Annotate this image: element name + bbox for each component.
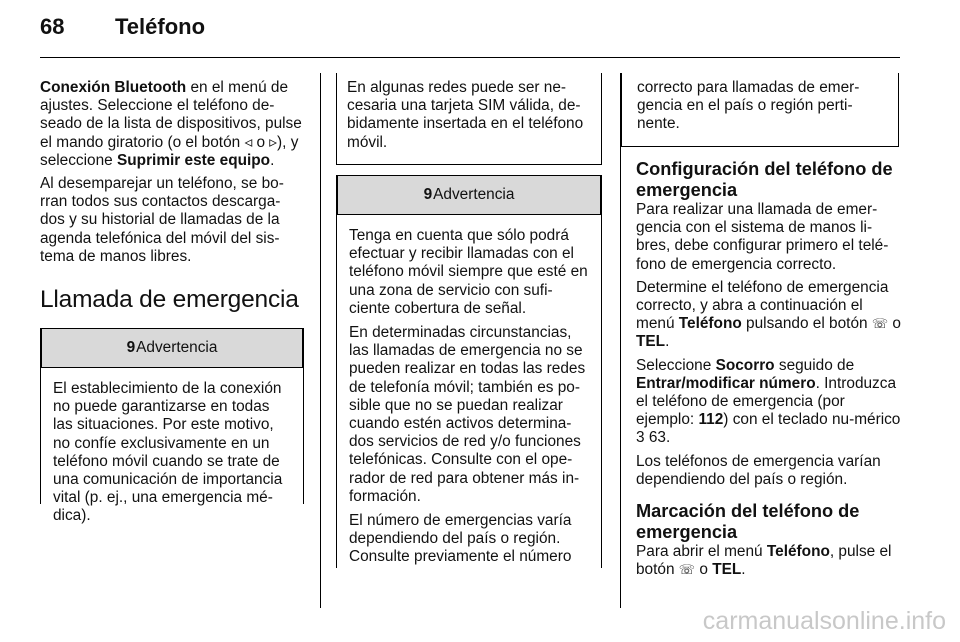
menu-term: Suprimir este equipo bbox=[117, 151, 271, 169]
warning-paragraph: En determinadas circunstancias, las llamadas de emergencia no se pueden realizar en todas las redes de telefonía móvil; también es po-sible que no se puedan realizar cuando estén activos determina-dos servicios de red y/o funciones telefónicas. Consulte con el ope-rador de red para obtener más in-formación. bbox=[349, 324, 586, 505]
paragraph: Los teléfonos de emergencia varían dependiendo del país o región. bbox=[636, 452, 881, 488]
warning-text: En algunas redes puede ser ne-cesaria una tarjeta SIM válida, de-bidamente insertada en el teléfono móvil. bbox=[347, 79, 584, 151]
paragraph bbox=[636, 279, 901, 352]
column-1 bbox=[40, 79, 304, 525]
text-run: , pulse el botón bbox=[636, 543, 892, 579]
text-run: . bbox=[665, 333, 670, 351]
text-run: o bbox=[695, 561, 713, 579]
text-run: . bbox=[270, 151, 275, 169]
header-rule bbox=[40, 57, 900, 58]
warning-continuation bbox=[621, 73, 899, 147]
paragraph-bluetooth bbox=[40, 79, 304, 170]
warning-continuation bbox=[336, 73, 602, 165]
warning-text: El establecimiento de la conexión no puede garantizarse en todas las situaciones. Por este motivo, no confíe exclusivamente en un teléfono móvil cuando se trate de una comunicación de importancia vital (p. ej., una emergencia mé-dica). bbox=[53, 380, 283, 525]
column-2 bbox=[336, 73, 602, 568]
warning-icon: 9 bbox=[423, 185, 433, 203]
phone-icon: ☏ bbox=[678, 562, 696, 578]
text-run: en el menú de ajustes. Seleccione el teléfono de-seado de la lista de dispositivos, pulse el mando giratorio (o el botón ◃ o ▹), y seleccione bbox=[40, 79, 302, 169]
warning-body bbox=[41, 368, 303, 540]
warning-label: Advertencia bbox=[433, 185, 515, 203]
text-run: Para abrir el menú bbox=[636, 543, 767, 561]
menu-term: 112 bbox=[698, 411, 724, 429]
text-run: . bbox=[741, 561, 746, 579]
warning-text: correcto para llamadas de emer-gencia en el país o región perti-nente. bbox=[637, 79, 860, 133]
text-run: Determine el teléfono de emergencia correcto, y abra a continuación el menú bbox=[636, 278, 889, 333]
warning-header bbox=[41, 328, 303, 368]
warning-box bbox=[336, 175, 602, 568]
text-run: . bbox=[665, 429, 671, 447]
warning-paragraph: Tenga en cuenta que sólo podrá efectuar y recibir llamadas con el teléfono móvil siempre que esté en una zona de servicio con sufi-ciente cobertura de señal. bbox=[349, 227, 588, 317]
warning-icon: 9 bbox=[126, 338, 136, 356]
menu-term: Entrar/modificar número bbox=[636, 374, 816, 392]
page-number: 68 bbox=[40, 14, 65, 39]
column-3 bbox=[621, 73, 901, 584]
column-3-body bbox=[621, 159, 901, 579]
section-heading-dialing: Marcación del teléfono de emergencia bbox=[636, 501, 860, 543]
text-run: Seleccione bbox=[636, 356, 716, 374]
watermark: carmanualsonline.info bbox=[702, 607, 946, 635]
text-run: pulsando el botón bbox=[741, 315, 872, 333]
section-heading-config: Configuración del teléfono de emergencia bbox=[636, 159, 893, 200]
section-heading-emergency: Llamada de emergencia bbox=[40, 286, 299, 314]
menu-term: Socorro bbox=[715, 356, 775, 374]
text-run: seguido de bbox=[774, 356, 855, 374]
warning-body bbox=[337, 215, 601, 581]
menu-term: Teléfono bbox=[678, 315, 742, 333]
page-title: Teléfono bbox=[115, 14, 206, 39]
warning-label: Advertencia bbox=[136, 338, 218, 356]
warning-header bbox=[337, 175, 601, 215]
paragraph bbox=[636, 543, 901, 579]
paragraph-unpair: Al desemparejar un teléfono, se bo-rran todos sus contactos descarga-dos y su historial de llamadas de la agenda telefónica del móvil del sis-tema de manos libres. bbox=[40, 175, 284, 265]
menu-term: Conexión Bluetooth bbox=[40, 79, 187, 96]
warning-paragraph: El número de emergencias varía dependiendo del país o región. Consulte previamente el número bbox=[349, 512, 572, 566]
page-reference: 3 63 bbox=[636, 429, 666, 447]
menu-term: Teléfono bbox=[766, 543, 830, 561]
menu-term: TEL bbox=[712, 561, 742, 579]
menu-term: TEL bbox=[636, 333, 666, 351]
phone-icon: ☏ bbox=[871, 316, 889, 332]
paragraph: Para realizar una llamada de emer-gencia con el sistema de manos li-bres, debe configurar primero el telé-fono de emergencia correcto. bbox=[636, 201, 889, 273]
page-header bbox=[40, 14, 205, 40]
text-run: o bbox=[888, 315, 901, 333]
column-divider bbox=[320, 73, 321, 608]
text-run: . Introduzca el teléfono de emergencia (por ejemplo: bbox=[636, 374, 897, 429]
text-run: ) con el teclado nu-mérico bbox=[723, 411, 901, 429]
warning-box bbox=[40, 328, 304, 525]
paragraph bbox=[636, 357, 901, 448]
